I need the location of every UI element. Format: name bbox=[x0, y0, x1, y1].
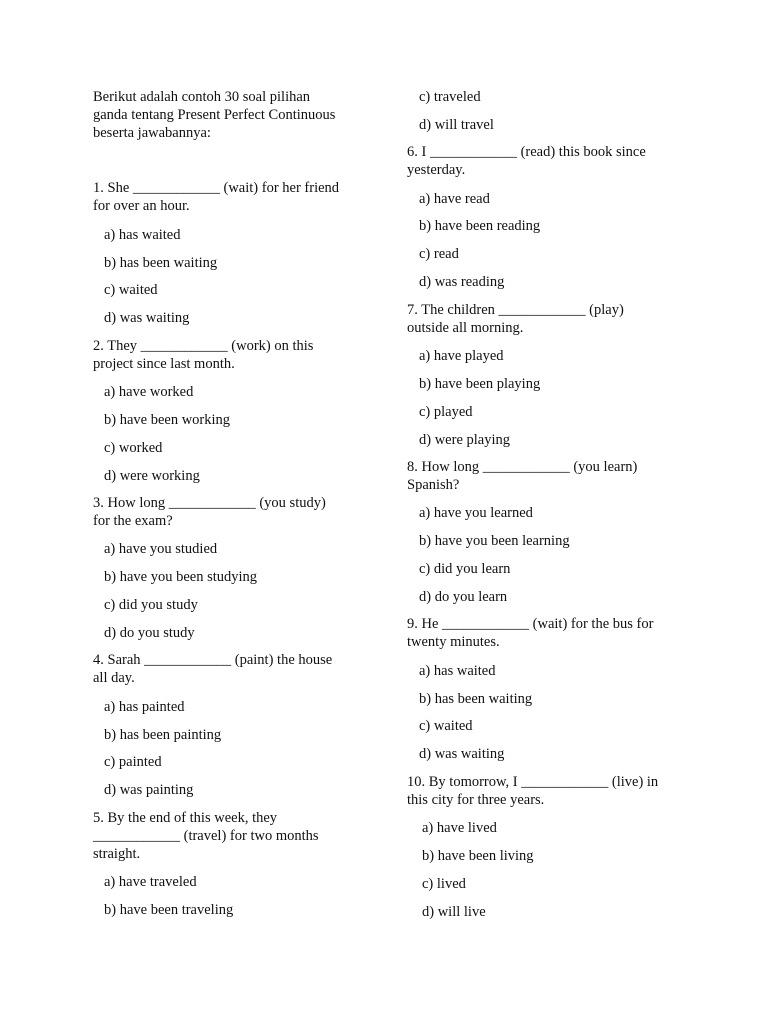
question-text: 9. He ____________ (wait) for the bus for bbox=[407, 616, 654, 632]
intro-line: beserta jawabannya: bbox=[93, 125, 211, 141]
question-text: ____________ (travel) for two months bbox=[93, 828, 319, 844]
answer-option: d) was waiting bbox=[104, 310, 190, 326]
answer-option: b) have been playing bbox=[419, 376, 541, 392]
answer-option: c) waited bbox=[419, 718, 473, 734]
answer-option: b) have been traveling bbox=[104, 902, 234, 918]
answer-option: b) has been painting bbox=[104, 727, 222, 743]
answer-option: c) lived bbox=[422, 876, 466, 892]
question-text: for over an hour. bbox=[93, 198, 190, 214]
answer-option: b) have been living bbox=[422, 848, 534, 864]
answer-option: b) has been waiting bbox=[419, 691, 533, 707]
answer-option: c) traveled bbox=[419, 89, 481, 105]
question-text: outside all morning. bbox=[407, 320, 524, 336]
question-text: this city for three years. bbox=[407, 792, 545, 808]
question-text: straight. bbox=[93, 846, 141, 862]
answer-option: d) were working bbox=[104, 468, 200, 484]
question-text: all day. bbox=[93, 670, 135, 686]
answer-option: c) did you study bbox=[104, 597, 198, 613]
question-text: for the exam? bbox=[93, 513, 173, 529]
intro-line: Berikut adalah contoh 30 soal pilihan bbox=[93, 89, 311, 105]
answer-option: d) was painting bbox=[104, 782, 194, 798]
answer-option: d) do you learn bbox=[419, 589, 508, 605]
intro-line: ganda tentang Present Perfect Continuous bbox=[93, 107, 336, 123]
answer-option: a) have you learned bbox=[419, 505, 533, 521]
answer-option: b) have been working bbox=[104, 412, 231, 428]
answer-option: a) have played bbox=[419, 348, 504, 364]
answer-option: a) has waited bbox=[104, 227, 181, 243]
answer-option: d) were playing bbox=[419, 432, 510, 448]
question-text: project since last month. bbox=[93, 356, 235, 372]
answer-option: b) has been waiting bbox=[104, 255, 218, 271]
question-text: 5. By the end of this week, they bbox=[93, 810, 278, 826]
answer-option: a) have lived bbox=[422, 820, 497, 836]
answer-option: a) have read bbox=[419, 191, 490, 207]
answer-option: d) do you study bbox=[104, 625, 195, 641]
question-text: twenty minutes. bbox=[407, 634, 500, 650]
question-text: 3. How long ____________ (you study) bbox=[93, 495, 326, 511]
question-text: 7. The children ____________ (play) bbox=[407, 302, 624, 318]
answer-option: d) was reading bbox=[419, 274, 505, 290]
answer-option: c) waited bbox=[104, 282, 158, 298]
answer-option: a) have worked bbox=[104, 384, 194, 400]
answer-option: c) read bbox=[419, 246, 459, 262]
answer-option: d) was waiting bbox=[419, 746, 505, 762]
answer-option: b) have been reading bbox=[419, 218, 541, 234]
question-text: 1. She ____________ (wait) for her friend bbox=[93, 180, 340, 196]
answer-option: d) will live bbox=[422, 904, 486, 920]
answer-option: c) painted bbox=[104, 754, 162, 770]
question-text: 10. By tomorrow, I ____________ (live) in bbox=[407, 774, 659, 790]
question-text: yesterday. bbox=[407, 162, 466, 178]
answer-option: d) will travel bbox=[419, 117, 494, 133]
question-text: 8. How long ____________ (you learn) bbox=[407, 459, 638, 475]
question-text: 2. They ____________ (work) on this bbox=[93, 338, 314, 354]
answer-option: c) played bbox=[419, 404, 473, 420]
question-text: Spanish? bbox=[407, 477, 460, 493]
answer-option: a) has waited bbox=[419, 663, 496, 679]
answer-option: a) has painted bbox=[104, 699, 185, 715]
question-text: 6. I ____________ (read) this book since bbox=[407, 144, 646, 160]
answer-option: b) have you been studying bbox=[104, 569, 258, 585]
answer-option: a) have you studied bbox=[104, 541, 218, 557]
answer-option: c) did you learn bbox=[419, 561, 511, 577]
answer-option: a) have traveled bbox=[104, 874, 197, 890]
answer-option: b) have you been learning bbox=[419, 533, 570, 549]
answer-option: c) worked bbox=[104, 440, 163, 456]
question-text: 4. Sarah ____________ (paint) the house bbox=[93, 652, 333, 668]
